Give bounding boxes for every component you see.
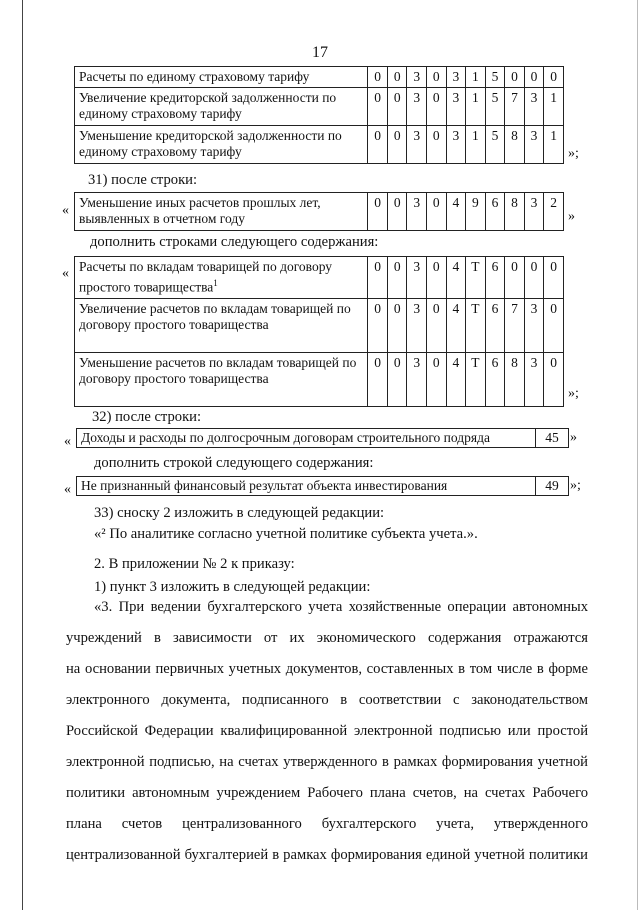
account-digit: 0	[544, 298, 564, 352]
account-digit: 0	[524, 67, 544, 88]
account-digit: 3	[524, 126, 544, 164]
row-label: Не признанный финансовый результат объекта инвестирования	[77, 477, 536, 496]
body-line: электронной подписью, на счетах утвержденного в рамках формирования учетной	[66, 754, 588, 770]
account-digit: 0	[368, 257, 388, 299]
table-row	[75, 67, 564, 88]
account-digit: 0	[368, 67, 388, 88]
account-digit: 7	[505, 298, 525, 352]
body-line: «3. При ведении бухгалтерского учета хозяйственные операции автономных	[94, 599, 588, 615]
closing-quote: »;	[568, 386, 579, 401]
account-digit: 0	[387, 352, 407, 406]
footnote-text: «² По аналитике согласно учетной политике субъекта учета.».	[94, 526, 478, 542]
account-digit: 5	[485, 67, 505, 88]
account-digit: 3	[524, 88, 544, 126]
account-digit: 0	[524, 257, 544, 299]
account-digit: 0	[427, 352, 447, 406]
table-row	[75, 298, 564, 352]
account-digit: 5	[485, 88, 505, 126]
account-digit: 3	[524, 298, 544, 352]
account-digit: 0	[387, 88, 407, 126]
account-digit: 3	[524, 193, 544, 231]
row-label-text: Увеличение кредиторской задолженности по единому страховому тарифу	[79, 90, 337, 121]
account-digit: 0	[368, 88, 388, 126]
opening-quote: «	[64, 434, 71, 449]
account-digit: Т	[466, 352, 486, 406]
add-rows-text: дополнить строками следующего содержания:	[90, 234, 379, 250]
account-digit: 0	[427, 298, 447, 352]
item-33: 33) сноску 2 изложить в следующей редакции:	[94, 505, 385, 521]
account-table-3	[74, 256, 564, 407]
account-digit: 2	[544, 193, 564, 231]
row-code: 45	[536, 429, 569, 448]
table-row	[75, 257, 564, 299]
account-digit: Т	[466, 257, 486, 299]
point-1: 1) пункт 3 изложить в следующей редакции:	[94, 579, 371, 595]
closing-quote: »	[568, 209, 575, 224]
account-digit: 0	[368, 126, 388, 164]
account-digit: 6	[485, 352, 505, 406]
account-table-1	[74, 66, 564, 164]
account-digit: 0	[544, 67, 564, 88]
account-digit: 1	[466, 126, 486, 164]
account-digit: 4	[446, 352, 466, 406]
closing-quote: »	[570, 430, 577, 445]
account-digit: 4	[446, 298, 466, 352]
account-digit: 0	[427, 257, 447, 299]
account-table-5	[76, 476, 569, 496]
account-digit: 0	[368, 298, 388, 352]
account-digit: 0	[368, 352, 388, 406]
row-label	[75, 257, 368, 299]
account-digit: 0	[368, 193, 388, 231]
add-row-text: дополнить строкой следующего содержания:	[94, 455, 374, 471]
account-table-4	[76, 428, 569, 448]
account-digit: 0	[387, 67, 407, 88]
appendix-2-heading: 2. В приложении № 2 к приказу:	[94, 556, 295, 572]
row-label-text: Увеличение расчетов по вкладам товарищей по договору простого товарищества	[79, 300, 351, 332]
account-digit: 1	[466, 67, 486, 88]
account-digit: 0	[387, 298, 407, 352]
row-label	[75, 67, 368, 88]
account-digit: 0	[427, 88, 447, 126]
account-digit: 3	[407, 88, 427, 126]
account-digit: 6	[485, 298, 505, 352]
account-digit: 3	[446, 88, 466, 126]
account-digit: 3	[407, 67, 427, 88]
account-digit: 0	[427, 67, 447, 88]
account-digit: 3	[524, 352, 544, 406]
account-digit: 0	[387, 126, 407, 164]
row-label	[75, 126, 368, 164]
row-label	[75, 352, 368, 406]
closing-quote: »;	[568, 146, 579, 161]
row-label-text: Уменьшение кредиторской задолженности по единому страховому тарифу	[79, 128, 342, 159]
account-digit: Т	[466, 298, 486, 352]
row-label	[75, 298, 368, 352]
account-digit: 3	[407, 352, 427, 406]
body-line: учреждений в зависимости от их экономического содержания отражаются	[66, 630, 588, 646]
footnote-marker: 1	[213, 278, 218, 288]
account-digit: 8	[505, 352, 525, 406]
row-label-text: Расчеты по единому страховому тарифу	[79, 69, 310, 84]
account-digit: 8	[505, 126, 525, 164]
account-digit: 6	[485, 193, 505, 231]
account-digit: 0	[387, 257, 407, 299]
body-line: Российской Федерации квалифицированной электронной подписью или простой	[66, 723, 588, 739]
account-digit: 1	[466, 88, 486, 126]
row-label-text: Уменьшение иных расчетов прошлых лет, выявленных в отчетном году	[79, 195, 321, 226]
account-digit: 4	[446, 193, 466, 231]
row-label	[75, 193, 368, 231]
account-digit: 0	[544, 352, 564, 406]
account-digit: 1	[544, 88, 564, 126]
table-row	[75, 88, 564, 126]
account-digit: 0	[387, 193, 407, 231]
account-digit: 8	[505, 193, 525, 231]
opening-quote: «	[64, 482, 71, 497]
account-digit: 4	[446, 257, 466, 299]
account-digit: 3	[407, 257, 427, 299]
opening-quote: «	[62, 203, 69, 218]
item-31: 31) после строки:	[88, 172, 198, 188]
account-digit: 1	[544, 126, 564, 164]
page-number: 17	[312, 44, 328, 61]
row-label	[75, 88, 368, 126]
account-digit: 6	[485, 257, 505, 299]
body-line: электронного документа, подписанного в соответствии с законодательством	[66, 692, 588, 708]
account-digit: 9	[466, 193, 486, 231]
body-line: плана счетов централизованного бухгалтерского учета, утвержденного	[66, 816, 588, 832]
row-code: 49	[536, 477, 569, 496]
table-row	[75, 193, 564, 231]
account-table-2	[74, 192, 564, 231]
account-digit: 0	[427, 193, 447, 231]
account-digit: 3	[407, 126, 427, 164]
account-digit: 3	[407, 193, 427, 231]
item-32: 32) после строки:	[92, 409, 202, 425]
account-digit: 0	[544, 257, 564, 299]
closing-quote: »;	[570, 478, 581, 493]
account-digit: 3	[446, 126, 466, 164]
opening-quote: «	[62, 266, 69, 281]
account-digit: 7	[505, 88, 525, 126]
body-line: на основании первичных учетных документов, составленных в том числе в форме	[66, 661, 588, 677]
table-row	[75, 126, 564, 164]
table-row	[75, 352, 564, 406]
row-label-text: Уменьшение расчетов по вкладам товарищей по договору простого товарищества	[79, 354, 357, 386]
account-digit: 0	[427, 126, 447, 164]
account-digit: 0	[505, 257, 525, 299]
body-line: централизованной бухгалтерией в рамках формирования единой учетной политики	[66, 847, 588, 863]
body-line: политики автономным учреждением Рабочего плана счетов, на счетах Рабочего	[66, 785, 588, 801]
account-digit: 0	[505, 67, 525, 88]
row-label-text: Расчеты по вкладам товарищей по договору простого товарищества	[79, 259, 333, 295]
account-digit: 3	[407, 298, 427, 352]
row-label: Доходы и расходы по долгосрочным договорам строительного подряда	[77, 429, 536, 448]
account-digit: 5	[485, 126, 505, 164]
account-digit: 3	[446, 67, 466, 88]
